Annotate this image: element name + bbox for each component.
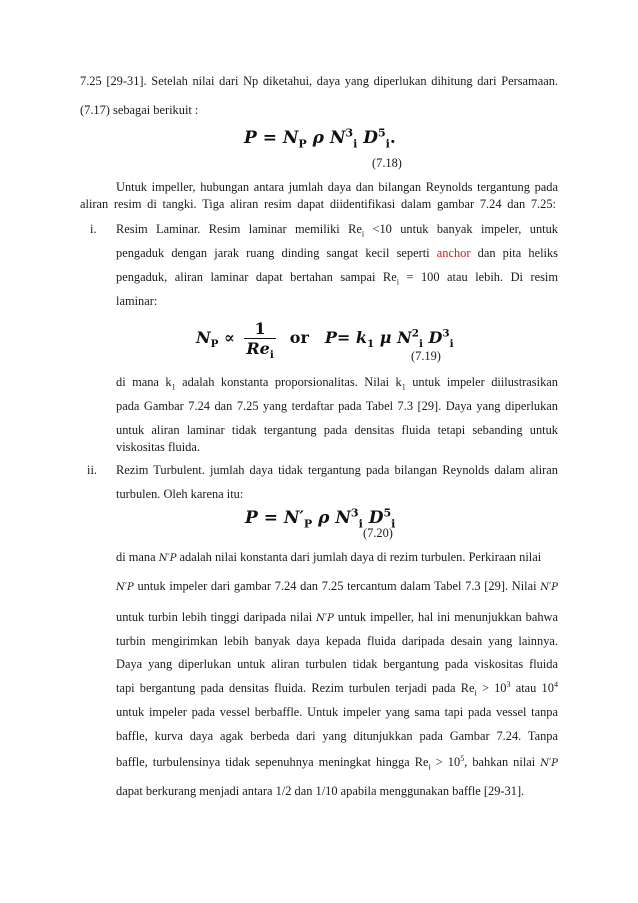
paragraph-line: 7.25 [29-31]. Setelah nilai dari Np diketahui, daya yang diperlukan dihitung dari Persamaan. bbox=[80, 74, 558, 88]
paragraph-line: baffle, turbulensinya tidak sepenuhnya meningkat hingga $Re_i > 10^5$, bahkan nilai N′P bbox=[116, 753, 558, 772]
equation-7-20: $P = N'_P$ ρ $N^3_i$ $D^5_i$ bbox=[245, 506, 396, 531]
paragraph-line: pada Gambar 7.24 dan 7.25 yang terdaftar pada Tabel 7.3 [29]. Daya yang diperlukan bbox=[116, 399, 558, 413]
paragraph-line: pengaduk dengan jarak ruang dinding sangat kecil seperti anchor dan pita heliks bbox=[116, 246, 558, 260]
equation-7-19: $N_P$ ∝ $\frac{1}{Re_i}$ or $P= k_1$ μ $N^2_i$ $D^3_i$ bbox=[196, 319, 454, 362]
paragraph-line: turbulen. Oleh karena itu: bbox=[116, 487, 244, 501]
np-prime-symbol: N′P bbox=[116, 582, 134, 593]
paragraph-line: untuk turbin lebih tinggi daripada nilai N′P untuk impeller, hal ini menunjukkan bahwa bbox=[116, 610, 558, 624]
paragraph-line: turbin mengirimkan lebih banyak daya kepada fluida daripada desain yang lainnya. bbox=[116, 634, 558, 648]
paragraph-line: N′P untuk impeler dari gambar 7.24 dan 7.25 tercantum dalam Tabel 7.3 [29]. Nilai N′P bbox=[116, 579, 558, 593]
np-prime-symbol: N′P bbox=[540, 758, 558, 769]
np-prime-symbol: N′P bbox=[540, 582, 558, 593]
paragraph-line: Daya yang diperlukan untuk aliran turbulen tidak bergantung pada viskositas fluida bbox=[116, 657, 558, 671]
paragraph-line: Untuk impeller, hubungan antara jumlah daya dan bilangan Reynolds tergantung pada bbox=[116, 180, 558, 194]
paragraph-line: dapat berkurang menjadi antara 1/2 dan 1/10 apabila menggunakan baffle [29-31]. bbox=[116, 784, 525, 798]
paragraph-line: tapi bergantung pada densitas fluida. Rezim turbulen terjadi pada $Re_i > 10^3$ atau $10^4$ bbox=[116, 679, 558, 698]
paragraph-line: aliran resim di tangki. Tiga aliran resim dapat diidentifikasi dalam gambar 7.24 dan 7.25: bbox=[80, 197, 556, 211]
equation-number: (7.20) bbox=[363, 526, 393, 540]
equation-number: (7.19) bbox=[411, 349, 441, 363]
list-number: ii. bbox=[87, 463, 97, 477]
paragraph-line: untuk impeler pada vessel berbaffle. Untuk impeler yang sama tapi pada vessel tanpa bbox=[116, 705, 558, 719]
paragraph-line: (7.17) sebagai berikuit : bbox=[80, 103, 199, 117]
paragraph-line: di mana N′P adalah nilai konstanta dari jumlah daya di rezim turbulen. Perkiraan nilai bbox=[116, 550, 542, 564]
paragraph-line: pengaduk, aliran laminar dapat bertahan sampai $Re_i = 100$ atau lebih. Di resim bbox=[116, 270, 558, 287]
paragraph-line: viskositas fluida. bbox=[116, 440, 200, 454]
paragraph-line: untuk aliran laminar tidak tergantung pada densitas fluida tetapi sebanding untuk bbox=[116, 423, 558, 437]
paragraph-line: baffle, kurva daya agak berbeda dari yang ditunjukkan pada Gambar 7.24. Tanpa bbox=[116, 729, 558, 743]
equation-7-18: $P = N_P$ ρ $N^3_i$ $D^5_i$. bbox=[244, 126, 396, 151]
list-number: i. bbox=[90, 222, 97, 236]
equation-number: (7.18) bbox=[372, 156, 402, 170]
np-prime-symbol: N′P bbox=[316, 613, 334, 624]
paragraph-line: laminar: bbox=[116, 294, 158, 308]
paragraph-line: Rezim Turbulent. jumlah daya tidak tergantung pada bilangan Reynolds dalam aliran bbox=[116, 463, 558, 477]
paragraph-line: di mana $k_1$ adalah konstanta proporsionalitas. Nilai $k_1$ untuk impeler diilustrasikan bbox=[116, 375, 558, 392]
paragraph-line: Resim Laminar. Resim laminar memiliki $Re_i <10$ untuk banyak impeler, untuk bbox=[116, 222, 558, 239]
highlight-anchor: anchor bbox=[436, 246, 471, 260]
np-prime-symbol: N′P bbox=[158, 553, 177, 564]
